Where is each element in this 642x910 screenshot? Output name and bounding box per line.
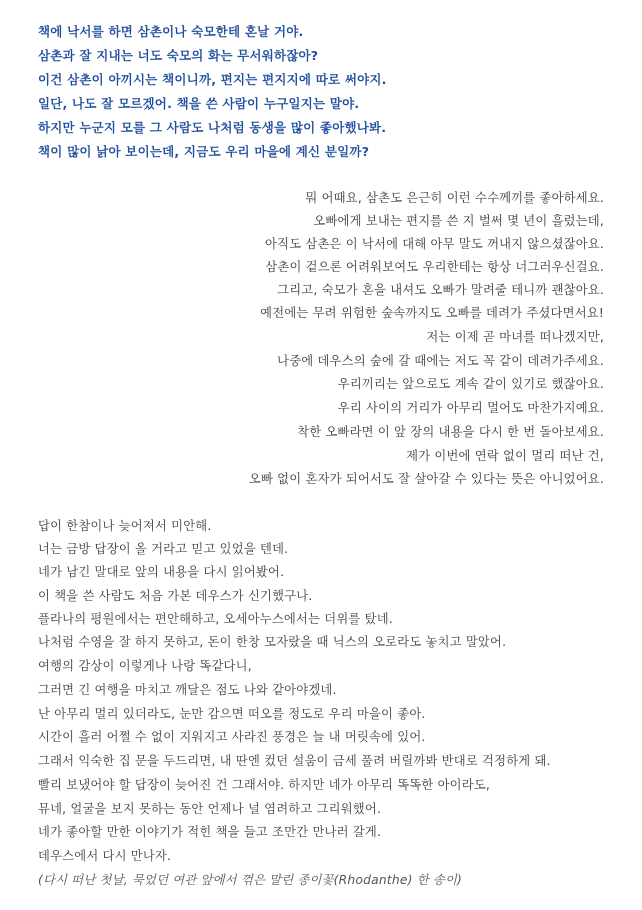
third-letter-line: 시간이 흘러 어쩔 수 없이 지워지고 사라진 풍경은 늘 내 머릿속에 있어. [38,730,426,744]
third-letter-line: 난 아무리 멀리 있더라도, 눈만 감으면 떠오를 정도로 우리 마을이 좋아. [38,707,426,721]
second-letter-line: 오빠 없이 혼자가 되어서도 잘 살아갈 수 있다는 뜻은 아니었어요. [248,472,604,486]
letter-signature-note: (다시 떠난 첫날, 묵었던 여관 앞에서 꺾은 말린 종이꽃(Rhodanthe) 한 송이) [38,873,463,887]
second-letter-line: 뭐 어때요, 삼촌도 은근히 이런 수수께끼를 좋아하세요. [305,191,604,205]
third-letter-line: 빨리 보냈어야 할 답장이 늦어진 건 그래서야. 하지만 네가 아무리 똑똑한 아이라도, [38,778,491,792]
second-letter-line: 삼촌이 겉으론 어려워보여도 우리한테는 항상 너그러우신걸요. [265,260,604,274]
second-letter-line: 오빠에게 보내는 편지를 쓴 지 벌써 몇 년이 흘렀는데, [313,214,604,228]
third-letter-line: 너는 금방 답장이 올 거라고 믿고 있었을 텐데. [38,542,289,556]
third-letter-line: 데우스에서 다시 만나자. [38,849,172,863]
second-letter-line: 나중에 데우스의 숲에 갈 때에는 저도 꼭 같이 데려가주세요. [277,354,604,368]
second-letter-line: 저는 이제 곧 마녀를 떠나겠지만, [426,330,604,344]
third-letter-line: 나처럼 수영을 잘 하지 못하고, 돈이 한창 모자랐을 때 닉스의 오로라도 놓치고 말았어. [38,635,507,649]
first-letter-line: 삼촌과 잘 지내는 너도 숙모의 화는 무서워하잖아? [38,48,319,63]
second-letter-line: 아직도 삼촌은 이 낙서에 대해 아무 말도 꺼내지 않으셨잖아요. [265,237,604,251]
second-letter-line: 착한 오빠라면 이 앞 장의 내용을 다시 한 번 돌아보세요. [297,425,604,439]
second-letter-line: 우리끼리는 앞으로도 계속 같이 있기로 했잖아요. [337,377,604,391]
third-letter-line: 플라나의 평원에서는 편안해하고, 오세아누스에서는 더위를 탔네. [38,612,393,626]
second-letter-line: 우리 사이의 거리가 아무리 멀어도 마찬가지예요. [337,401,604,415]
first-letter-line: 일단, 나도 잘 모르겠어. 책을 쓴 사람이 누구일지는 말야. [38,96,360,111]
third-letter-line: 그러면 긴 여행을 마치고 깨달은 점도 나와 같아야겠네. [38,683,337,697]
third-letter-line: 이 책을 쓴 사람도 처음 가본 데우스가 신기했구나. [38,589,313,603]
second-letter-line: 예전에는 무려 위험한 숲속까지도 오빠를 데려가 주셨다면서요! [260,306,604,320]
first-letter-line: 이건 삼촌이 아끼시는 책이니까, 편지는 편지지에 따로 써야지. [38,72,387,87]
third-letter-line: 네가 남긴 말대로 앞의 내용을 다시 읽어봤어. [38,565,285,579]
second-letter-line: 그리고, 숙모가 혼을 내셔도 오빠가 말려줄 테니까 괜찮아요. [277,283,604,297]
third-letter-line: 네가 좋아할 만한 이야기가 적힌 책을 들고 조만간 만나러 갈게. [38,825,382,839]
third-letter-line: 그래서 익숙한 집 문을 두드리면, 내 딴엔 컸던 설움이 금세 풀려 버릴까봐 반대로 걱정하게 돼. [38,754,551,768]
second-letter-line: 제가 이번에 연락 없이 멀리 떠난 건, [406,449,604,463]
first-letter-line: 책이 많이 낡아 보이는데, 지금도 우리 마을에 계신 분일까? [38,144,370,159]
first-letter-line: 하지만 누군지 모를 그 사람도 나처럼 동생을 많이 좋아했나봐. [38,120,387,135]
first-letter-line: 책에 낙서를 하면 삼촌이나 숙모한테 혼날 거야. [38,24,304,39]
third-letter-line: 뮤네, 얼굴을 보지 못하는 동안 언제나 널 염려하고 그리워했어. [38,802,382,816]
third-letter-line: 답이 한참이나 늦어져서 미안해. [38,519,212,533]
third-letter-line: 여행의 감상이 이렇게나 나랑 똑같다니, [38,659,252,673]
